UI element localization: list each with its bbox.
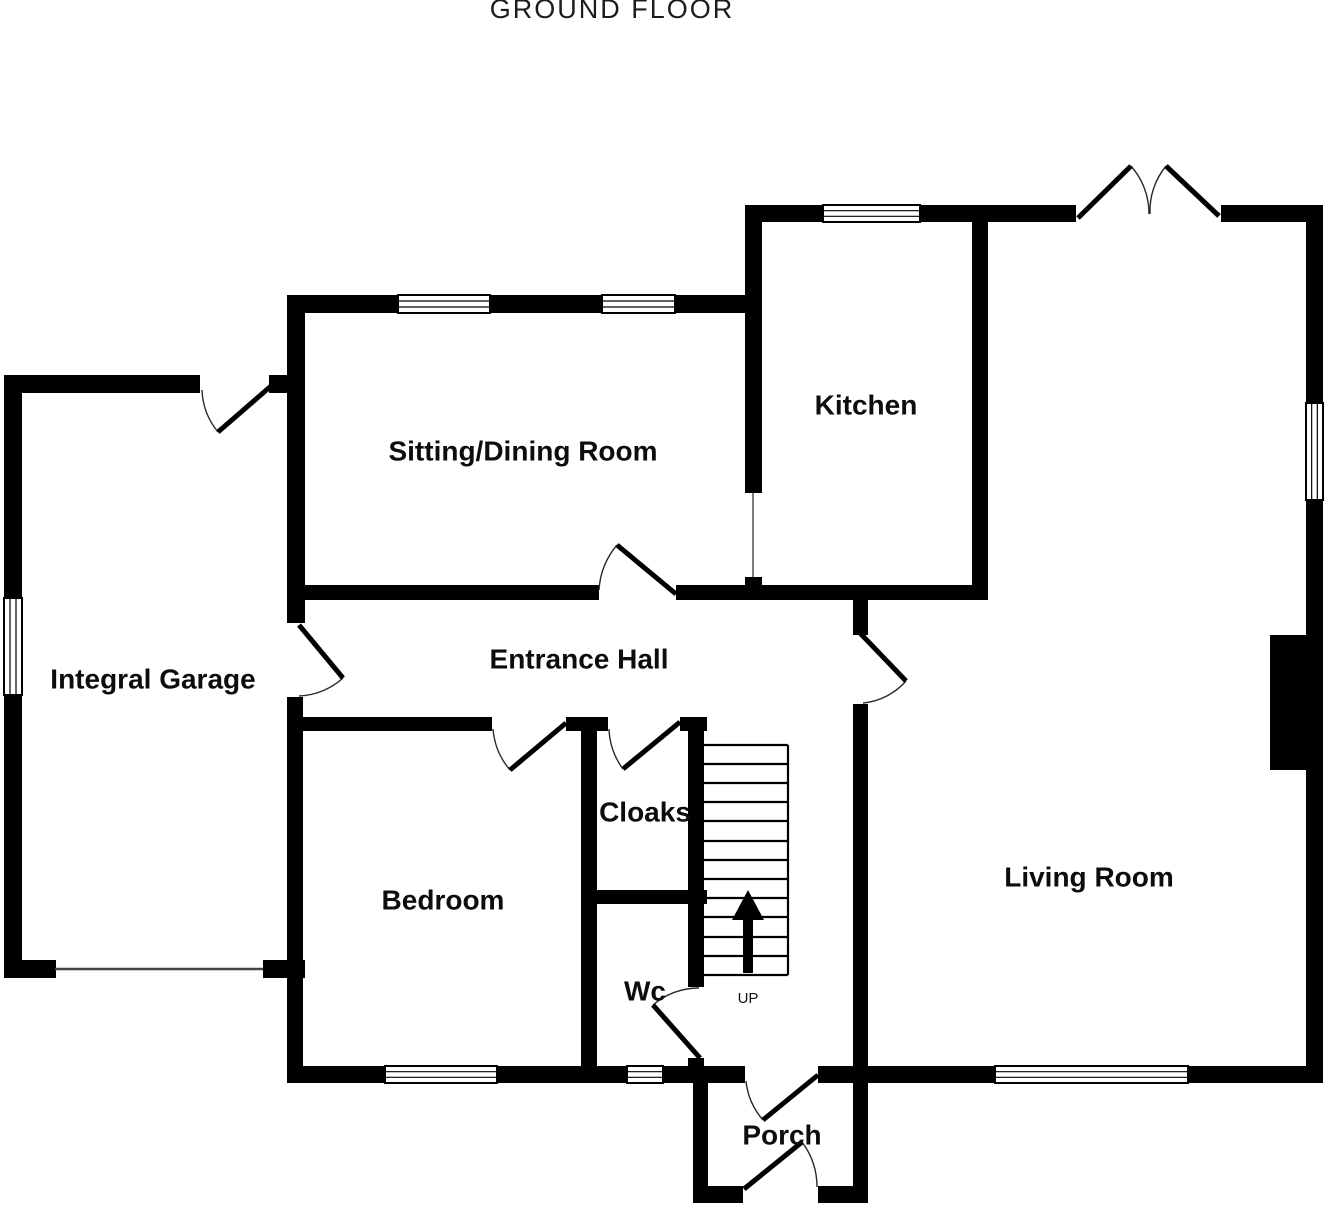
room-label-bedroom: Bedroom [381,884,505,916]
wall [1306,499,1323,1083]
garage-window [4,598,22,695]
wall [1270,635,1306,770]
hall-garage-door-swing-arc [299,678,343,696]
wall [853,1083,868,1203]
french-door-left-leaf [1078,166,1131,218]
wall [745,205,762,493]
wall [287,697,303,1083]
wall [287,295,305,623]
wall [4,375,22,599]
sitting-room-door-leaf [617,545,676,594]
sitting-room-door-swing-arc [599,545,617,590]
wall [853,1066,995,1083]
bedroom-door-swing-arc [493,729,510,770]
kitchen-window [823,205,920,222]
wall [489,295,603,313]
room-label-porch: Porch [742,1119,822,1151]
wall [972,205,988,600]
wall [693,1186,743,1203]
wc-door-leaf [653,1005,700,1058]
living-room-window-south [995,1066,1188,1083]
wall [1188,1066,1322,1083]
wall [818,1066,853,1083]
french-door-right-leaf [1166,166,1219,216]
wall [4,694,22,978]
bedroom-door-leaf [510,723,566,770]
hall-garage-door-leaf [299,625,343,678]
room-label-kitchen: Kitchen [814,389,918,421]
living-room-door-leaf [860,633,906,681]
wall [287,717,492,731]
stairs-up-arrow-head [732,890,764,920]
stairs-up-arrow-stem [743,918,753,973]
wall [4,960,56,978]
bedroom-window [385,1066,497,1083]
garage-entry-door-swing-arc [202,390,218,432]
wall [1306,205,1323,404]
wall [287,585,599,600]
room-label-entrance-hall: Entrance Hall [489,643,669,675]
living-room-door-swing-arc [863,681,906,703]
wall [688,717,704,987]
wall [287,295,399,313]
floor-title: GROUND FLOOR [489,0,735,24]
wall [853,597,868,635]
wc-window [627,1066,663,1083]
sitting-room-window-1 [398,295,490,313]
room-label-wc: Wc [624,975,666,1007]
sitting-room-window-2 [602,295,675,313]
cloaks-door-swing-arc [609,729,623,769]
wall [745,205,824,222]
cloaks-door-leaf [623,722,680,769]
wall [497,1066,627,1083]
room-label-sitting-dining-room: Sitting/Dining Room [388,435,658,467]
living-room-window-east [1306,403,1323,500]
wall [4,375,200,393]
room-label-cloaks: Cloaks [599,796,691,828]
wall [287,1066,385,1083]
porch-hall-door-leaf [763,1075,818,1120]
wall [919,205,1076,222]
garage-entry-door-leaf [218,386,271,432]
room-label-integral-garage: Integral Garage [50,663,256,695]
porch-hall-door-swing-arc [746,1081,763,1120]
wall [676,585,988,600]
stairs-up-label: UP [737,990,759,1007]
french-door-left-swing-arc [1131,166,1149,214]
wall [853,704,868,1083]
french-door-right-swing-arc [1150,166,1166,214]
room-label-living-room: Living Room [1004,861,1174,893]
wall [663,1066,745,1083]
wall [693,1083,708,1203]
